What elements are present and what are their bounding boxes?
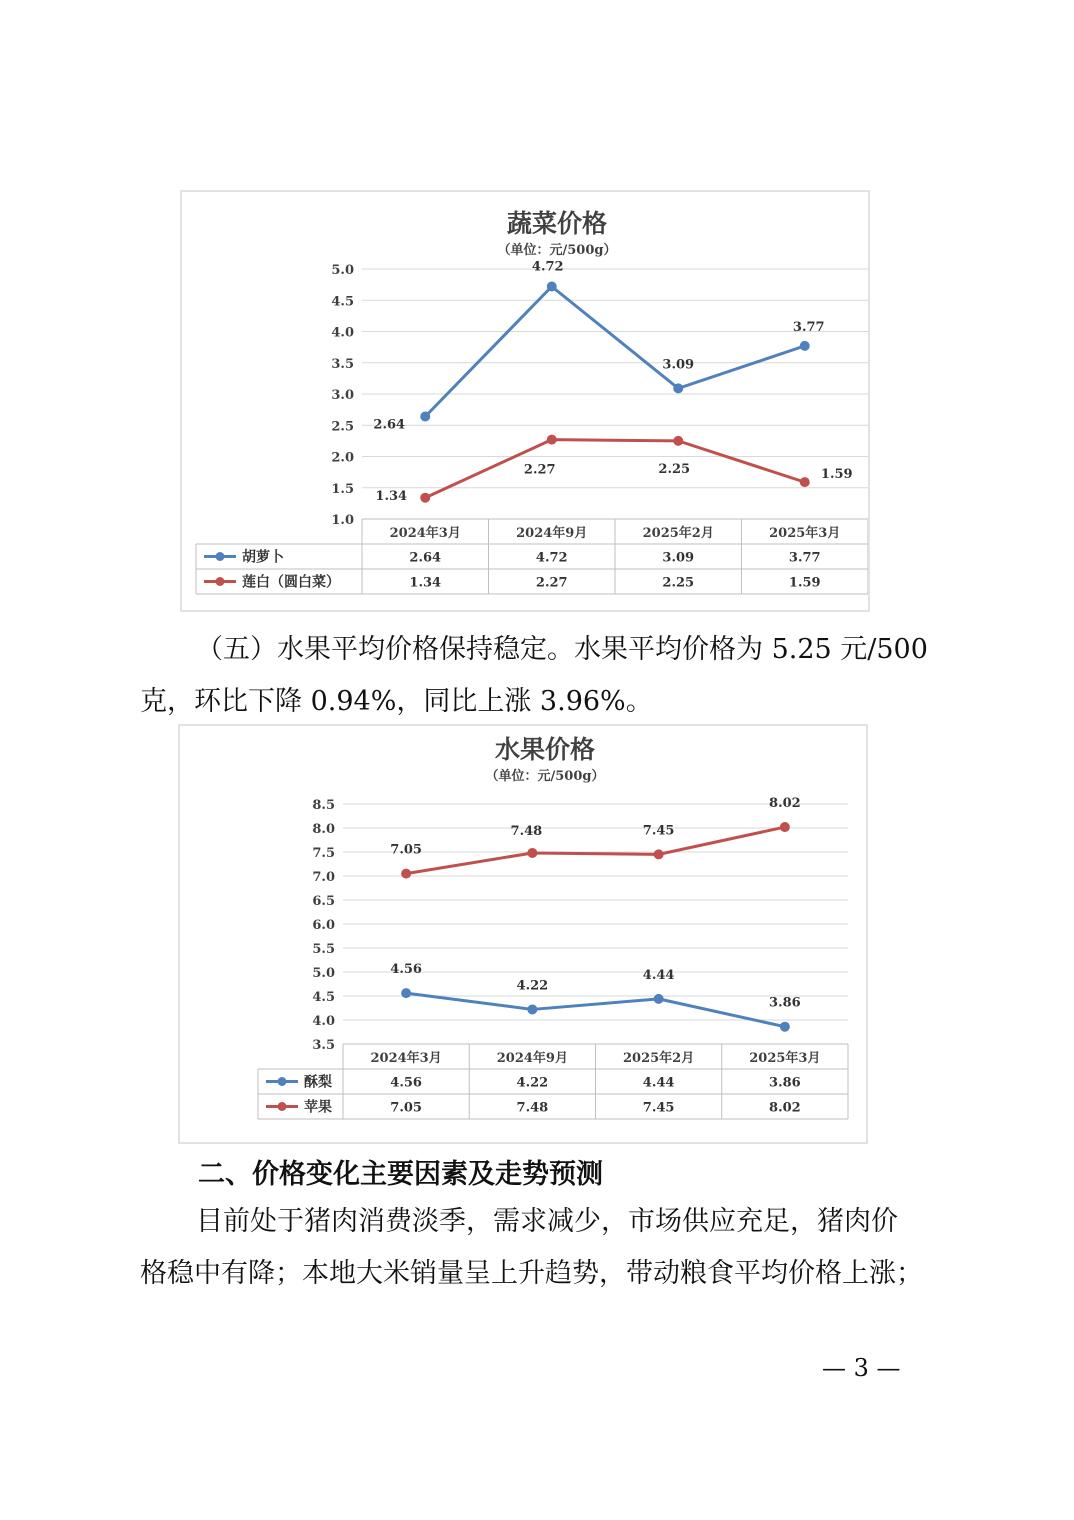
y-tick-label: 7.0 bbox=[312, 870, 335, 885]
y-tick-label: 3.5 bbox=[331, 356, 354, 372]
y-tick-label: 8.5 bbox=[312, 798, 335, 813]
y-tick-label: 5.0 bbox=[331, 263, 354, 278]
data-label: 7.45 bbox=[642, 823, 675, 839]
y-tick-label: 5.0 bbox=[312, 966, 335, 981]
x-category-label: 2024年9月 bbox=[516, 526, 588, 541]
series-line-1 bbox=[406, 993, 785, 1027]
vegetable-price-chart-svg bbox=[182, 192, 868, 610]
table-cell-value: 3.77 bbox=[788, 550, 821, 566]
x-category-label: 2025年2月 bbox=[623, 1051, 695, 1066]
fruit-price-chart-svg bbox=[180, 726, 866, 1142]
data-point bbox=[673, 436, 683, 446]
fruit-price-chart bbox=[178, 724, 868, 1144]
x-category-label: 2024年3月 bbox=[370, 1051, 442, 1066]
legend-entry: 酥梨 bbox=[304, 1074, 332, 1091]
data-point bbox=[654, 849, 664, 859]
fruit-paragraph-line-2: 克，环比下降 0.94%，同比上涨 3.96%。 bbox=[140, 686, 653, 717]
data-point bbox=[420, 412, 430, 422]
data-label: 1.59 bbox=[820, 467, 853, 483]
data-point bbox=[800, 341, 810, 351]
factors-paragraph bbox=[140, 1196, 940, 1300]
data-point bbox=[780, 1022, 790, 1032]
data-label: 4.72 bbox=[531, 259, 564, 275]
table-cell-value: 7.48 bbox=[516, 1100, 549, 1116]
legend-marker bbox=[216, 577, 225, 586]
data-label: 2.64 bbox=[373, 417, 406, 433]
data-point bbox=[547, 282, 557, 292]
data-label: 4.44 bbox=[642, 967, 675, 983]
y-tick-label: 4.5 bbox=[331, 294, 354, 310]
data-label: 7.48 bbox=[510, 823, 543, 839]
table-cell-value: 3.09 bbox=[662, 550, 695, 566]
y-tick-label: 6.0 bbox=[312, 918, 335, 933]
y-tick-label: 1.0 bbox=[331, 513, 354, 528]
x-category-label: 2025年2月 bbox=[642, 526, 714, 541]
data-point bbox=[401, 988, 411, 998]
data-label: 2.25 bbox=[658, 461, 691, 477]
x-category-label: 2025年3月 bbox=[749, 1051, 821, 1066]
x-category-label: 2024年9月 bbox=[496, 1051, 568, 1066]
legend-entry: 胡萝卜 bbox=[242, 549, 284, 566]
data-label: 3.77 bbox=[792, 319, 825, 335]
fruit-paragraph-line-1: （五）水果平均价格保持稳定。水果平均价格为 5.25 元/500 bbox=[196, 634, 928, 665]
table-cell-value: 4.56 bbox=[390, 1075, 422, 1091]
table-cell-value: 1.34 bbox=[409, 575, 442, 591]
data-label: 4.22 bbox=[516, 978, 549, 994]
table-cell-value: 2.27 bbox=[535, 575, 568, 591]
data-point bbox=[654, 994, 664, 1004]
data-point bbox=[527, 848, 537, 858]
table-cell-value: 2.25 bbox=[662, 575, 695, 591]
y-tick-label: 6.5 bbox=[312, 894, 335, 909]
data-label: 1.34 bbox=[375, 488, 408, 504]
page-number: — 3 — bbox=[822, 1354, 901, 1382]
chart-title: 蔬菜价格 bbox=[506, 209, 608, 238]
chart-subtitle: （单位：元/500g） bbox=[485, 769, 605, 784]
data-point bbox=[547, 435, 557, 445]
legend-entry: 苹果 bbox=[304, 1099, 332, 1116]
table-cell-value: 4.44 bbox=[642, 1075, 675, 1091]
series-line-1 bbox=[425, 287, 805, 417]
data-point bbox=[420, 493, 430, 503]
series-line-2 bbox=[425, 440, 805, 498]
y-tick-label: 4.0 bbox=[312, 1014, 335, 1029]
data-label: 7.05 bbox=[390, 842, 422, 858]
fruit-price-paragraph bbox=[140, 624, 940, 728]
data-point bbox=[527, 1004, 537, 1014]
data-label: 8.02 bbox=[769, 796, 801, 812]
y-tick-label: 5.5 bbox=[312, 942, 335, 957]
x-category-label: 2025年3月 bbox=[769, 526, 841, 541]
y-tick-label: 3.5 bbox=[312, 1038, 335, 1053]
factors-paragraph-line-1: 目前处于猪肉消费淡季，需求减少，市场供应充足，猪肉价 bbox=[196, 1206, 898, 1237]
table-cell-value: 4.72 bbox=[535, 550, 568, 566]
y-tick-label: 4.5 bbox=[312, 990, 335, 1005]
factors-paragraph-line-2: 格稳中有降；本地大米销量呈上升趋势，带动粮食平均价格上涨； bbox=[140, 1258, 923, 1289]
y-tick-label: 4.0 bbox=[331, 325, 354, 341]
data-point bbox=[401, 869, 411, 879]
legend-marker bbox=[216, 552, 225, 561]
y-tick-label: 8.0 bbox=[312, 822, 335, 837]
data-label: 4.56 bbox=[390, 962, 422, 978]
table-cell-value: 1.59 bbox=[788, 575, 821, 591]
table-cell-value: 8.02 bbox=[769, 1100, 801, 1116]
data-point bbox=[800, 477, 810, 487]
x-category-label: 2024年3月 bbox=[389, 526, 461, 541]
chart-title: 水果价格 bbox=[494, 735, 596, 764]
section-heading: 二、价格变化主要因素及走势预测 bbox=[198, 1159, 603, 1190]
legend-marker bbox=[278, 1077, 287, 1086]
legend-entry: 莲白（圆白菜） bbox=[242, 574, 340, 591]
table-cell-value: 4.22 bbox=[516, 1075, 549, 1091]
data-label: 2.27 bbox=[523, 462, 556, 478]
vegetable-price-chart bbox=[180, 190, 870, 612]
data-point bbox=[673, 383, 683, 393]
legend-marker bbox=[278, 1102, 287, 1111]
y-tick-label: 2.5 bbox=[331, 419, 354, 435]
y-tick-label: 2.0 bbox=[331, 450, 354, 466]
table-cell-value: 2.64 bbox=[409, 550, 442, 566]
data-label: 3.09 bbox=[662, 357, 695, 373]
y-tick-label: 3.0 bbox=[331, 388, 354, 403]
table-cell-value: 7.45 bbox=[642, 1100, 675, 1116]
chart-subtitle: （单位：元/500g） bbox=[497, 243, 617, 258]
series-line-2 bbox=[406, 827, 785, 874]
table-cell-value: 7.05 bbox=[390, 1100, 422, 1116]
data-point bbox=[780, 822, 790, 832]
data-label: 3.86 bbox=[769, 995, 801, 1011]
y-tick-label: 1.5 bbox=[331, 481, 354, 497]
table-cell-value: 3.86 bbox=[769, 1075, 801, 1091]
y-tick-label: 7.5 bbox=[312, 846, 335, 861]
